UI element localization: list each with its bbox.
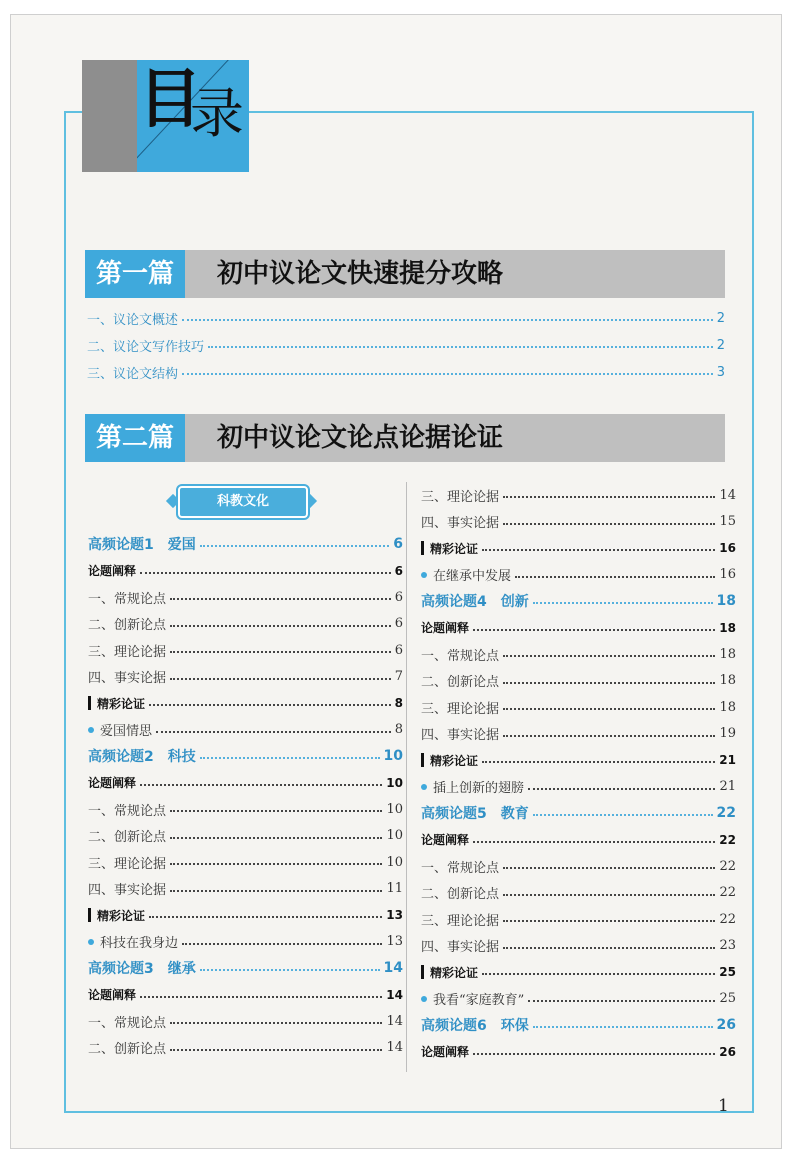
- dot-leader: [528, 788, 715, 790]
- row-page: 18: [719, 673, 736, 689]
- dot-leader: [140, 784, 382, 786]
- row-page: 22: [719, 832, 736, 847]
- row-page: 16: [719, 541, 736, 556]
- dot-leader: [503, 523, 715, 525]
- row-label: 精彩论证: [430, 541, 479, 556]
- row-page: 16: [719, 567, 736, 583]
- dot-leader: [503, 708, 715, 710]
- bullet-icon: [421, 784, 427, 790]
- row-label: 高频论题1 爱国: [88, 537, 196, 554]
- dot-leader: [170, 1022, 382, 1024]
- row-label: 高频论题2 科技: [88, 749, 196, 766]
- toc-row[interactable]: [88, 611, 403, 638]
- row-label: 一、常规论点: [88, 803, 167, 819]
- row-page: 26: [716, 1017, 736, 1034]
- dot-leader: [482, 973, 715, 975]
- toc-entry-page: 3: [716, 364, 725, 380]
- toc-row[interactable]: [88, 849, 403, 876]
- toc-row[interactable]: [421, 906, 736, 933]
- row-label: 四、事实论据: [88, 883, 167, 899]
- dot-leader: [473, 629, 715, 631]
- toc-entry-label: 二、议论文写作技巧: [87, 339, 205, 355]
- highlight-bar: [421, 541, 424, 555]
- dot-leader: [503, 947, 715, 949]
- topic-row[interactable]: [88, 531, 403, 558]
- dot-leader: [515, 576, 715, 578]
- topic-row[interactable]: [421, 588, 736, 615]
- row-label: 论题阐释: [421, 621, 470, 636]
- row-page: 10: [386, 854, 403, 870]
- explanation-row[interactable]: [88, 770, 403, 797]
- dot-leader: [170, 678, 391, 680]
- essay-row[interactable]: [421, 774, 736, 801]
- row-page: 10: [386, 775, 403, 790]
- dot-leader: [182, 319, 713, 321]
- page-number: 1: [718, 1096, 729, 1116]
- toc-row[interactable]: [421, 721, 736, 748]
- dot-leader: [503, 867, 715, 869]
- row-label: 一、常规论点: [421, 648, 500, 664]
- toc-entry-page: 2: [716, 337, 725, 353]
- dot-leader: [200, 545, 390, 547]
- title-gray-block: [82, 60, 138, 172]
- row-label: 四、事实论据: [421, 516, 500, 532]
- row-page: 21: [719, 779, 736, 795]
- row-page: 10: [383, 748, 403, 765]
- row-page: 18: [719, 646, 736, 662]
- dot-leader: [170, 890, 382, 892]
- row-label: 二、创新论点: [88, 830, 167, 846]
- row-label: 四、事实论据: [88, 671, 167, 687]
- dot-leader: [200, 969, 380, 971]
- dot-leader: [208, 346, 713, 348]
- highlight-row[interactable]: [421, 747, 736, 774]
- row-page: 10: [386, 801, 403, 817]
- toc-row[interactable]: [88, 876, 403, 903]
- title-char-mu: 目: [138, 63, 202, 137]
- dot-leader: [473, 841, 715, 843]
- row-label: 精彩论证: [430, 753, 479, 768]
- row-page: 10: [386, 828, 403, 844]
- bullet-icon: [421, 996, 427, 1002]
- row-page: 25: [719, 965, 736, 980]
- row-label: 三、理论论据: [421, 701, 500, 717]
- row-page: 6: [393, 536, 403, 553]
- highlight-row[interactable]: [88, 902, 403, 929]
- highlight-row[interactable]: [88, 690, 403, 717]
- row-page: 15: [719, 514, 736, 530]
- dot-leader: [503, 894, 715, 896]
- topic-row[interactable]: [421, 1012, 736, 1039]
- row-label: 论题阐释: [421, 1045, 470, 1060]
- row-label: 爱国情思: [100, 724, 153, 740]
- highlight-bar: [421, 965, 424, 979]
- row-label: 一、常规论点: [88, 1015, 167, 1031]
- row-label: 二、创新论点: [88, 1042, 167, 1058]
- row-page: 14: [386, 1040, 403, 1056]
- bullet-icon: [88, 727, 94, 733]
- row-page: 8: [394, 722, 403, 738]
- toc-row[interactable]: [88, 1035, 403, 1062]
- row-label: 插上创新的翅膀: [433, 781, 525, 797]
- row-label: 论题阐释: [421, 833, 470, 848]
- toc-row[interactable]: [88, 823, 403, 850]
- row-page: 7: [394, 669, 403, 685]
- row-page: 18: [716, 593, 736, 610]
- dot-leader: [140, 572, 391, 574]
- dot-leader: [503, 735, 715, 737]
- row-label: 二、创新论点: [88, 618, 167, 634]
- toc-row[interactable]: [421, 482, 736, 509]
- row-label: 三、理论论据: [88, 856, 167, 872]
- dot-leader: [170, 837, 382, 839]
- part2-bar: [85, 414, 725, 462]
- highlight-row[interactable]: [421, 959, 736, 986]
- row-page: 6: [394, 642, 403, 658]
- row-label: 论题阐释: [88, 564, 137, 579]
- part1-title: 初中议论文快速提分攻略: [217, 259, 504, 289]
- toc-row[interactable]: [421, 641, 736, 668]
- toc-entry-overview[interactable]: [87, 307, 725, 329]
- explanation-row[interactable]: [421, 827, 736, 854]
- section-badge: 科教文化: [178, 486, 308, 518]
- row-label: 三、理论论据: [421, 913, 500, 929]
- dot-leader: [149, 916, 382, 918]
- row-label: 高频论题6 环保: [421, 1018, 529, 1035]
- title-char-lu: 录: [190, 82, 244, 145]
- row-label: 我看“家庭教育”: [433, 993, 525, 1009]
- row-label: 高频论题4 创新: [421, 594, 529, 611]
- row-label: 精彩论证: [97, 908, 146, 923]
- row-label: 精彩论证: [97, 696, 146, 711]
- dot-leader: [533, 602, 713, 604]
- bullet-icon: [421, 572, 427, 578]
- toc-row[interactable]: [421, 668, 736, 695]
- row-page: 11: [386, 881, 403, 897]
- essay-row[interactable]: [421, 562, 736, 589]
- row-page: 23: [719, 938, 736, 954]
- row-page: 13: [386, 934, 403, 950]
- toc-right-column: [421, 482, 736, 1065]
- column-divider: [406, 482, 407, 1072]
- dot-leader: [170, 598, 391, 600]
- dot-leader: [533, 1026, 713, 1028]
- dot-leader: [503, 496, 715, 498]
- toc-entry-label: 一、议论文概述: [87, 312, 179, 328]
- dot-leader: [482, 761, 715, 763]
- dot-leader: [170, 651, 391, 653]
- row-page: 6: [394, 616, 403, 632]
- row-label: 高频论题3 继承: [88, 961, 196, 978]
- row-page: 6: [394, 563, 403, 578]
- toc-row[interactable]: [88, 584, 403, 611]
- highlight-bar: [88, 696, 91, 710]
- row-page: 14: [386, 987, 403, 1002]
- toc-row[interactable]: [88, 1008, 403, 1035]
- row-label: 论题阐释: [88, 988, 137, 1003]
- dot-leader: [503, 655, 715, 657]
- row-label: 一、常规论点: [88, 591, 167, 607]
- toc-entry-structure[interactable]: [87, 361, 725, 383]
- highlight-bar: [88, 908, 91, 922]
- row-label: 论题阐释: [88, 776, 137, 791]
- essay-row[interactable]: [88, 929, 403, 956]
- row-label: 二、创新论点: [421, 675, 500, 691]
- explanation-row[interactable]: [421, 615, 736, 642]
- part2-title: 初中议论文论点论据论证: [217, 423, 504, 453]
- toc-row[interactable]: [421, 853, 736, 880]
- part2-tag: 第二篇: [85, 414, 185, 462]
- dot-leader: [182, 943, 382, 945]
- topic-row[interactable]: [88, 743, 403, 770]
- highlight-row[interactable]: [421, 535, 736, 562]
- highlight-bar: [421, 753, 424, 767]
- dot-leader: [140, 996, 382, 998]
- row-page: 25: [719, 991, 736, 1007]
- topic-row[interactable]: [88, 955, 403, 982]
- row-label: 二、创新论点: [421, 887, 500, 903]
- dot-leader: [170, 625, 391, 627]
- row-page: 6: [394, 589, 403, 605]
- row-label: 科技在我身边: [100, 936, 179, 952]
- row-label: 在继承中发展: [433, 569, 512, 585]
- row-page: 14: [719, 487, 736, 503]
- dot-leader: [170, 810, 382, 812]
- toc-row[interactable]: [88, 796, 403, 823]
- explanation-row[interactable]: [421, 1039, 736, 1066]
- row-page: 14: [386, 1013, 403, 1029]
- row-page: 26: [719, 1044, 736, 1059]
- row-page: 22: [719, 885, 736, 901]
- toc-row[interactable]: [421, 880, 736, 907]
- dot-leader: [149, 704, 391, 706]
- part1-bar: [85, 250, 725, 298]
- topic-row[interactable]: [421, 800, 736, 827]
- toc-row[interactable]: [421, 694, 736, 721]
- row-page: 19: [719, 726, 736, 742]
- explanation-row[interactable]: [88, 982, 403, 1009]
- toc-left-column: [88, 482, 403, 1061]
- toc-row[interactable]: [88, 637, 403, 664]
- dot-leader: [533, 814, 713, 816]
- row-page: 14: [383, 960, 403, 977]
- row-label: 四、事实论据: [421, 940, 500, 956]
- toc-row[interactable]: [421, 933, 736, 960]
- part1-tag: 第一篇: [85, 250, 185, 298]
- row-page: 13: [386, 908, 403, 923]
- row-label: 四、事实论据: [421, 728, 500, 744]
- essay-row[interactable]: [88, 717, 403, 744]
- toc-entry-page: 2: [716, 310, 725, 326]
- dot-leader: [200, 757, 380, 759]
- row-page: 22: [719, 858, 736, 874]
- toc-row[interactable]: [88, 664, 403, 691]
- dot-leader: [170, 1049, 382, 1051]
- essay-row[interactable]: [421, 986, 736, 1013]
- dot-leader: [182, 373, 713, 375]
- row-page: 22: [719, 911, 736, 927]
- row-page: 22: [716, 805, 736, 822]
- row-label: 三、理论论据: [88, 644, 167, 660]
- dot-leader: [170, 863, 382, 865]
- dot-leader: [528, 1000, 715, 1002]
- row-label: 一、常规论点: [421, 860, 500, 876]
- dot-leader: [503, 920, 715, 922]
- dot-leader: [473, 1053, 715, 1055]
- dot-leader: [503, 682, 715, 684]
- bullet-icon: [88, 939, 94, 945]
- row-label: 三、理论论据: [421, 489, 500, 505]
- dot-leader: [482, 549, 715, 551]
- toc-row[interactable]: [421, 509, 736, 536]
- toc-entry-writing-skills[interactable]: [87, 334, 725, 356]
- row-page: 18: [719, 699, 736, 715]
- row-label: 精彩论证: [430, 965, 479, 980]
- dot-leader: [156, 731, 391, 733]
- row-page: 18: [719, 620, 736, 635]
- row-page: 21: [719, 753, 736, 768]
- row-label: 高频论题5 教育: [421, 806, 529, 823]
- toc-entry-label: 三、议论文结构: [87, 366, 179, 382]
- explanation-row[interactable]: [88, 558, 403, 585]
- row-page: 8: [394, 696, 403, 711]
